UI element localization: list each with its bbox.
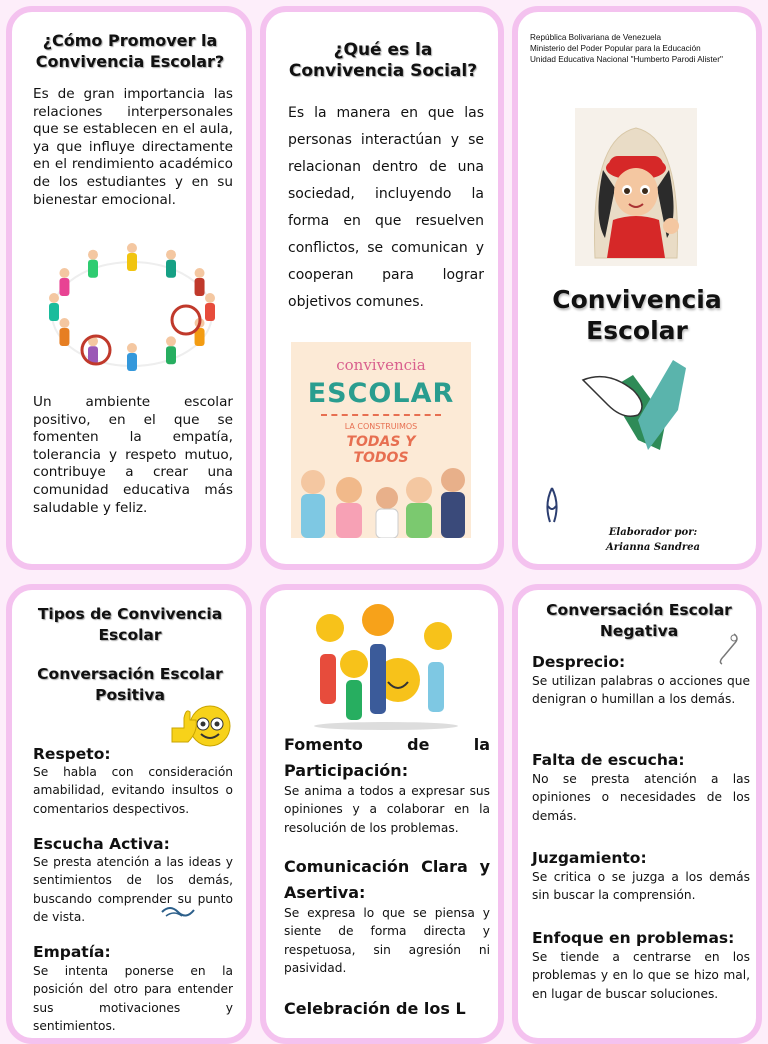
item-heading: Comunicación Clara y Asertiva: xyxy=(284,857,490,902)
author-name: Arianna Sandrea xyxy=(606,542,700,553)
item-text: Se tiende a centrarse en los problemas y en lo que se hizo mal, en lugar de buscar soluciones. xyxy=(532,950,750,1001)
child-head xyxy=(88,250,98,260)
child-body xyxy=(127,253,137,271)
wave-icon xyxy=(160,902,200,918)
item-heading: Escucha Activa: xyxy=(33,835,170,853)
item-text: Se expresa lo que se piensa y siente de forma directa y respetuosa, sin agresión ni pasividad. xyxy=(284,906,490,976)
poster-bottom-text: TODAS Y xyxy=(346,434,416,450)
panel-subtitle: Conversación Escolar Positiva xyxy=(37,665,223,704)
child-body xyxy=(166,346,176,364)
feather-icon xyxy=(542,486,562,526)
children-circle-image xyxy=(38,234,226,384)
child-head xyxy=(166,250,176,260)
panel-fomento xyxy=(260,584,504,1044)
hands-logo-image xyxy=(578,350,698,460)
header-line: Ministerio del Poder Popular para la Educación xyxy=(530,44,701,53)
child-body xyxy=(49,303,59,321)
item-text: Se critica o se juzga a los demás sin buscar la comprensión. xyxy=(532,870,750,903)
panel-tipos xyxy=(6,584,252,1044)
item-text: No se presta atención a las opiniones o necesidades de los demás. xyxy=(532,772,750,823)
panel-portada xyxy=(512,6,762,570)
kids-illustration xyxy=(291,462,471,538)
item-heading: Respeto: xyxy=(33,745,111,763)
paragraph: Es de gran importancia las relaciones interpersonales que se establecen en el aula, ya que influye directamente en el rendimiento académico de los estudiantes y en su bienestar emocional. xyxy=(33,86,233,208)
item-text: Se anima a todos a expresar sus opiniones y a colaborar en la resolución de los problemas. xyxy=(284,784,490,835)
poster-main-text: ESCOLAR xyxy=(307,378,455,409)
item-heading: Enfoque en problemas: xyxy=(532,929,735,947)
item-text: Se presta atención a las ideas y sentimientos de los demás, buscando comprender su punto de vista. xyxy=(33,855,233,925)
item-heading: Desprecio: xyxy=(532,653,626,671)
emoji-people-image xyxy=(306,604,466,730)
paragraph: Un ambiente escolar positivo, en el que se fomenten la empatía, tolerancia y respeto mutuo, contribuye a crear una comunidad educativa más saludable y feliz. xyxy=(33,394,233,516)
panel-negativa xyxy=(512,584,762,1044)
child-body xyxy=(59,328,69,346)
panel-como-promover xyxy=(6,6,252,570)
panel-title: Conversación Escolar Negativa xyxy=(546,601,732,640)
child-head xyxy=(195,268,205,278)
poster-divider xyxy=(321,414,441,416)
child-body xyxy=(88,260,98,278)
poster-sub-text: LA CONSTRUIMOS xyxy=(344,422,418,431)
child-head xyxy=(127,243,137,253)
made-by-label: Elaborador por: xyxy=(608,527,698,538)
item-text: Se habla con consideración amabilidad, evitando insultos o comentarios despectivos. xyxy=(33,765,233,816)
child-head xyxy=(166,336,176,346)
thumbs-up-emoji-icon xyxy=(168,702,234,748)
item-text: Se intenta ponerse en la posición del otro para entender sus motivaciones y sentimientos. xyxy=(33,964,233,1034)
child-head xyxy=(59,268,69,278)
item-heading: Celebración de los L xyxy=(284,999,466,1018)
cover-title: Escolar xyxy=(586,316,688,345)
mascot-girl-image xyxy=(575,108,697,266)
item-heading: Juzgamiento: xyxy=(532,849,647,867)
convivencia-poster xyxy=(291,342,471,538)
child-head xyxy=(59,318,69,328)
cover-title: Convivencia xyxy=(552,285,722,314)
panel-que-es xyxy=(260,6,504,570)
child-body xyxy=(59,278,69,296)
poster-bottom-text: TODOS xyxy=(353,450,409,466)
child-body xyxy=(205,303,215,321)
item-heading: Falta de escucha: xyxy=(532,751,685,769)
header-line: Unidad Educativa Nacional "Humberto Parodi Alister" xyxy=(530,55,723,64)
header-line: República Bolivariana de Venezuela xyxy=(530,33,662,42)
item-heading: Empatía: xyxy=(33,943,111,961)
child-body xyxy=(195,278,205,296)
item-text: Se utilizan palabras o acciones que denigran o humillan a los demás. xyxy=(532,674,750,707)
poster-top-text: convivencia xyxy=(336,356,426,374)
item-heading: Fomento de la Participación: xyxy=(284,735,490,780)
paragraph: Es la manera en que las personas interactúan y se relacionan dentro de una sociedad, incluyendo la forma en que resuelven conflictos, se comunican y cooperan para lograr objetivos comunes. xyxy=(288,105,484,310)
panel-title: Tipos de Convivencia Escolar xyxy=(37,605,223,644)
child-body xyxy=(166,260,176,278)
child-head xyxy=(127,343,137,353)
child-body xyxy=(127,353,137,371)
panel-title: ¿Qué es la Convivencia Social? xyxy=(288,40,478,81)
child-head xyxy=(49,293,59,303)
panel-title: ¿Cómo Promover la Convivencia Escolar? xyxy=(35,31,225,71)
child-head xyxy=(205,293,215,303)
